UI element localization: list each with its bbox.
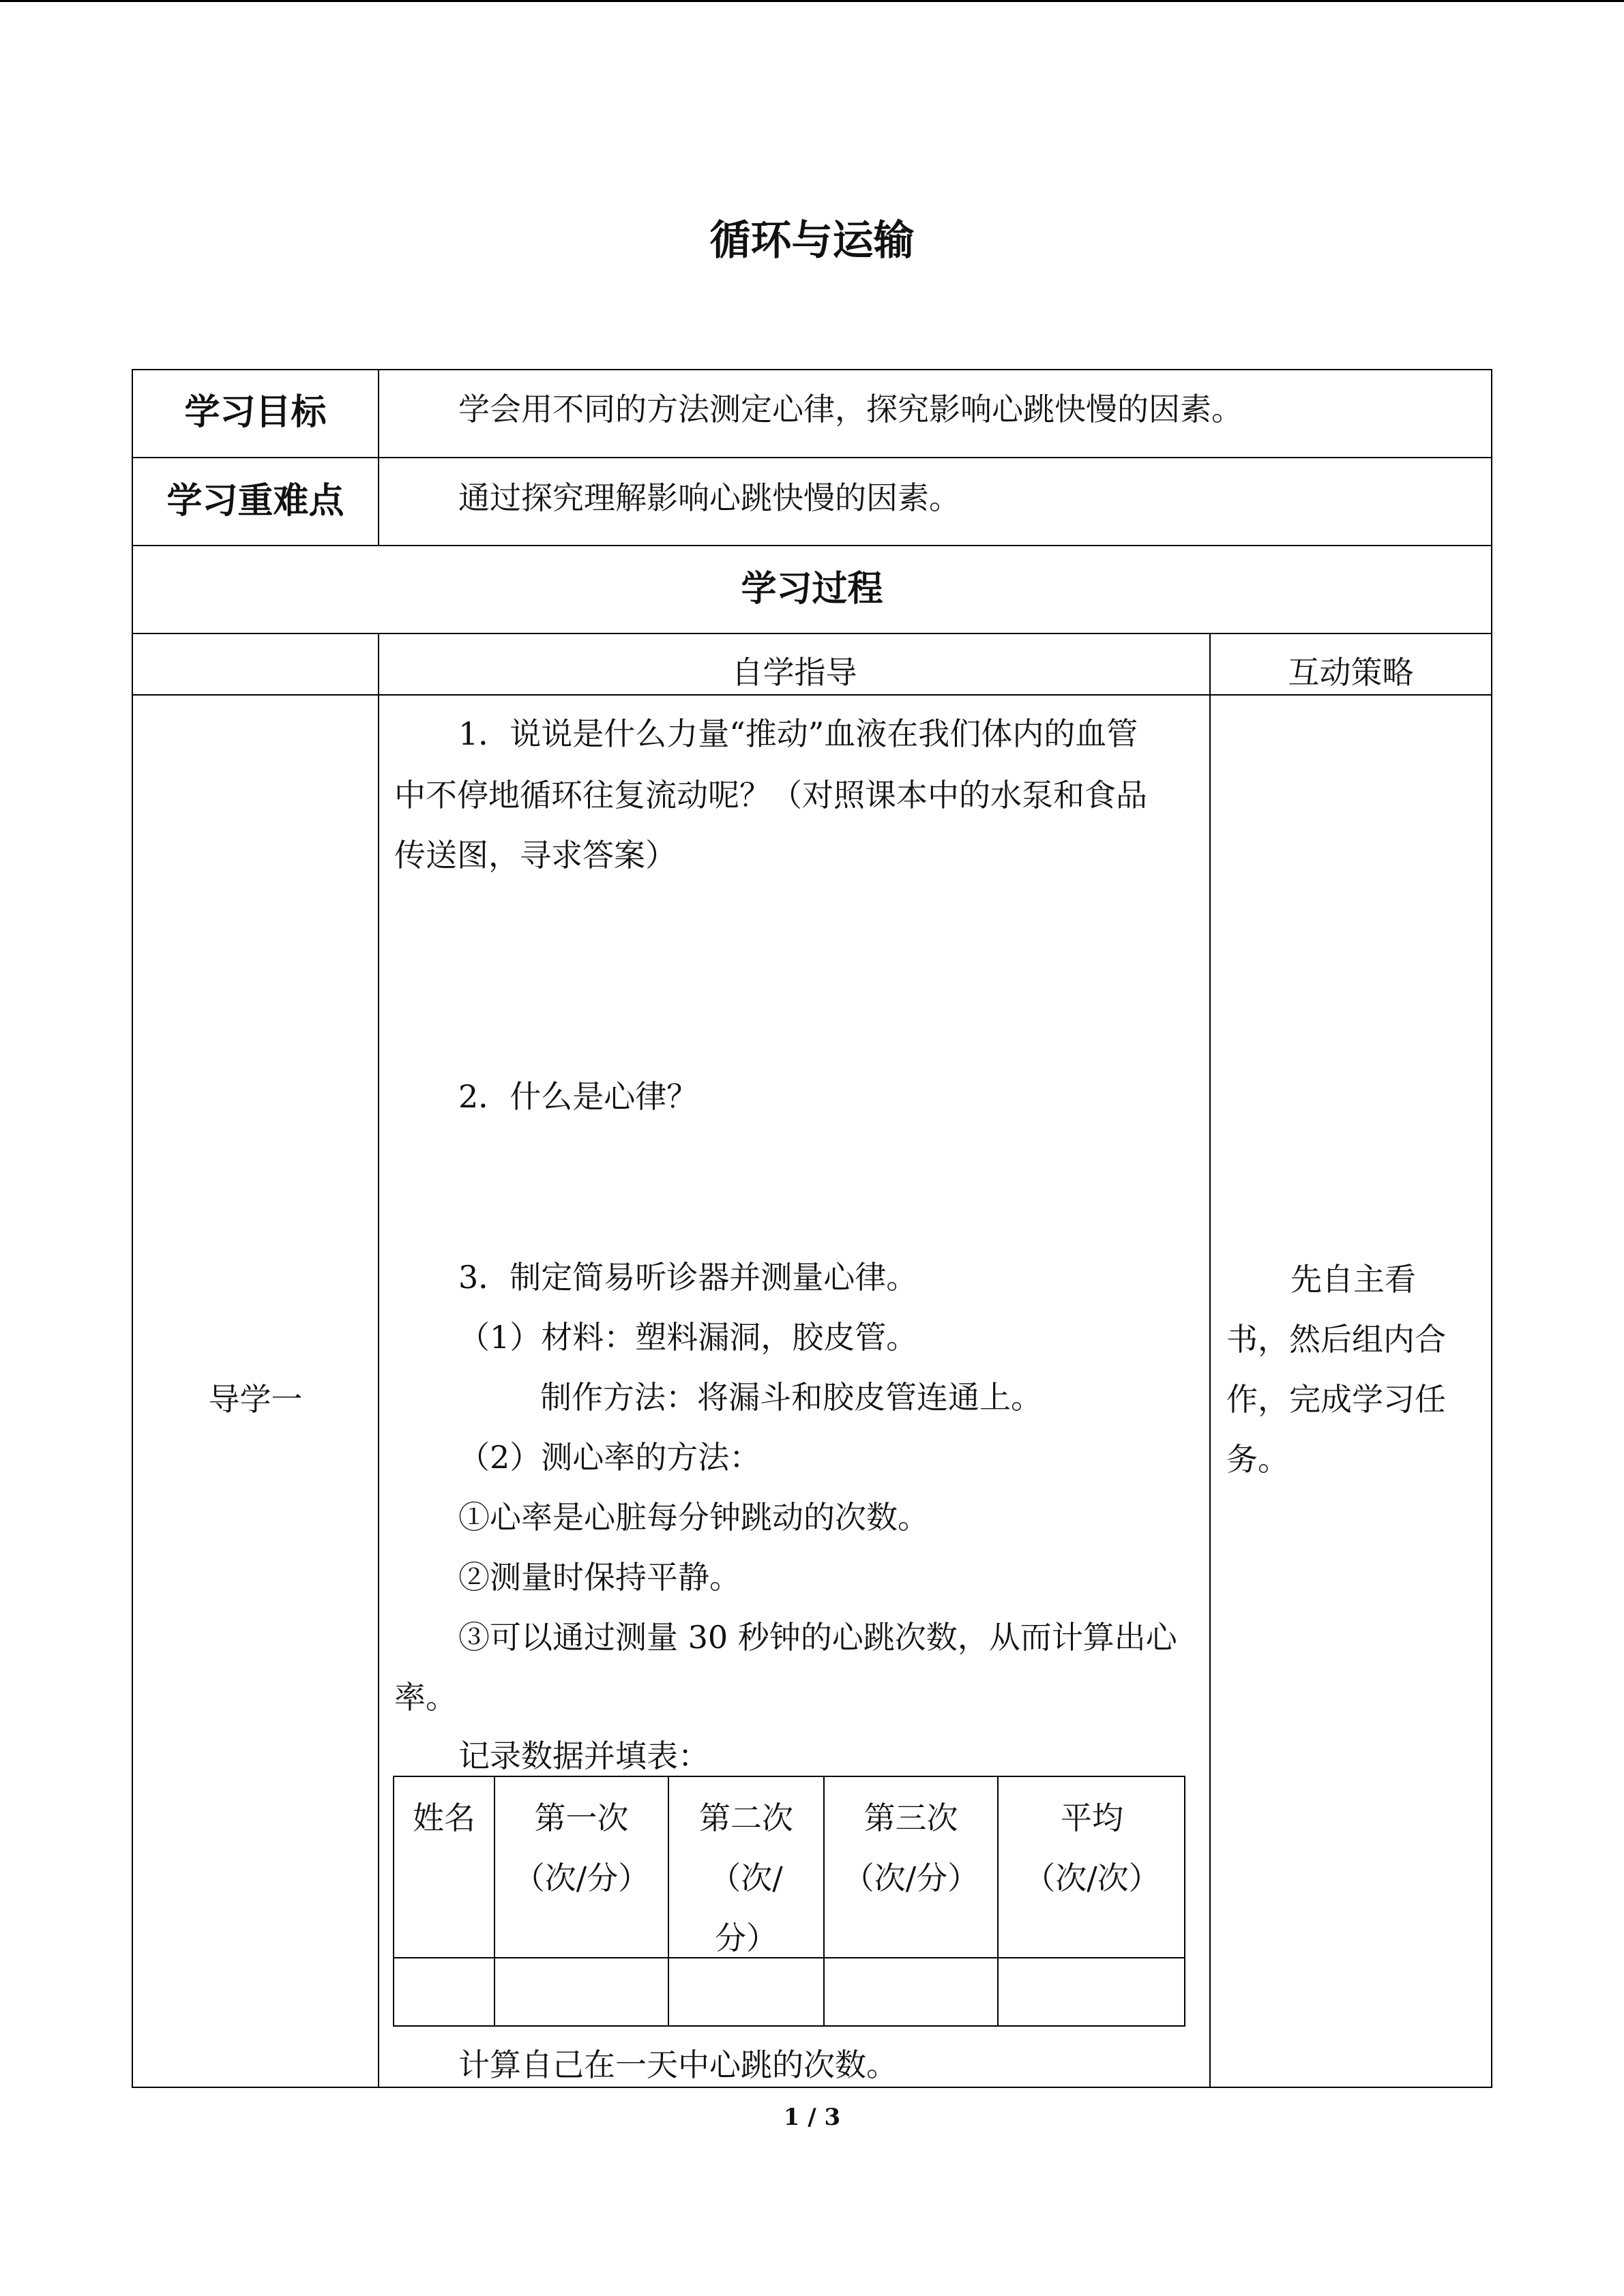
record-header-line: （次/分） [513,1860,650,1896]
table-rule [378,633,379,2088]
question-1-line-2: 中不停地循环往复流动呢？（对照课本中的水泵和食品 [394,777,1147,814]
calc-instruction: 计算自己在一天中心跳的次数。 [458,2046,898,2083]
section-label: 导学一 [208,1381,303,1418]
record-instruction: 记录数据并填表： [458,1738,709,1774]
self-study-header: 自学指导 [731,654,857,691]
table-rule [132,633,1492,634]
page-title: 循环与运输 [709,217,915,265]
record-header-first [495,1788,668,1908]
table-rule [132,694,1492,696]
table-rule [378,369,379,546]
record-header-line: 第二次 [699,1800,793,1836]
key-points-label: 学习重难点 [166,481,344,522]
question-3-measure: （2）测心率的方法： [458,1439,761,1476]
record-header-line: （次/ [709,1860,783,1896]
tip-3-line-1: ③可以通过测量 30 秒钟的心跳次数，从而计算出心 [458,1619,1177,1656]
question-3-method: 制作方法：将漏斗和胶皮管连通上。 [540,1379,1042,1416]
strategy-line-1: 先自主看 [1290,1261,1416,1298]
key-points-text: 通过探究理解影响心跳快慢的因素。 [458,479,960,516]
record-header-line: 分） [715,1920,778,1956]
question-3-materials: （1）材料：塑料漏洞，胶皮管。 [458,1319,918,1356]
process-heading: 学习过程 [741,569,883,610]
table-rule [1209,633,1211,2088]
table-rule [132,457,1492,458]
strategy-header: 互动策略 [1288,654,1414,691]
record-header-average [999,1788,1185,1908]
page-number: 1 / 3 [783,2104,841,2131]
goal-text: 学会用不同的方法测定心律，探究影响心跳快慢的因素。 [458,391,1243,428]
record-header-line: 平均 [1061,1800,1123,1836]
question-1-line-3: 传送图，寻求答案） [394,837,677,874]
strategy-line-4: 务。 [1226,1441,1289,1478]
question-2: 2．什么是心律？ [458,1078,698,1115]
table-rule [132,545,1492,546]
strategy-line-2: 书，然后组内合 [1226,1321,1446,1358]
question-3: 3．制定简易听诊器并测量心律。 [458,1259,918,1296]
tip-3-line-2: 率。 [394,1679,457,1716]
record-header-line: （次/次） [1024,1860,1160,1896]
record-header-second [669,1788,823,1968]
goal-label: 学习目标 [184,392,327,433]
record-header-line: （次/分） [842,1860,979,1896]
record-header-third [825,1788,997,1908]
record-header-line: 姓名 [413,1800,475,1836]
page-top-border [0,0,1624,2]
record-header-line: 第三次 [863,1800,958,1836]
question-1-line-1: 1．说说是什么力量“推动”血液在我们体内的血管 [458,715,1138,752]
record-header-name [394,1788,494,1848]
tip-1: ①心率是心脏每分钟跳动的次数。 [458,1499,929,1536]
record-header-line: 第一次 [534,1800,629,1836]
tip-2: ②测量时保持平静。 [458,1559,741,1596]
strategy-line-3: 作，完成学习任 [1226,1381,1446,1418]
